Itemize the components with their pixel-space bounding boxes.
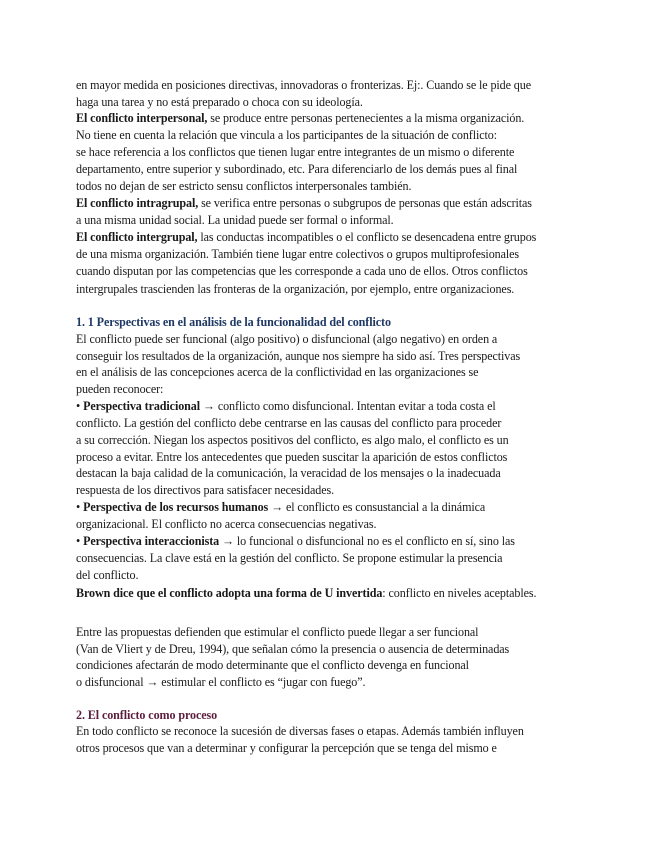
line-text: del conflicto. <box>76 568 139 582</box>
line-text: proceso a evitar. Entre los antecedentes que pueden suscitar la aparición de estos conflictos <box>76 450 508 464</box>
line-text: se verifica entre personas o subgrupos de personas que están adscritas <box>198 196 532 210</box>
text-line <box>76 281 514 297</box>
text-line <box>76 144 514 160</box>
line-text: en mayor medida en posiciones directivas, innovadoras o fronterizas. Ej:. Cuando se le pide que <box>76 78 531 92</box>
line-text: o disfuncional → estimular el conflicto es “jugar con fuego”. <box>76 675 366 689</box>
line-text: → el conflicto es consustancial a la dinámica <box>268 500 486 514</box>
text-line <box>76 381 163 397</box>
text-line <box>76 432 509 448</box>
bold-term: Perspectiva tradicional <box>83 399 200 413</box>
text-line <box>76 740 497 756</box>
text-line <box>76 364 478 380</box>
line-text: cuando disputan por las competencias que les corresponde a cada uno de ellos. Otros conflictos <box>76 264 528 278</box>
line-text: organizacional. El conflicto no acerca consecuencias negativas. <box>76 517 377 531</box>
line-text: se hace referencia a los conflictos que tienen lugar entre integrantes de un mismo o diferente <box>76 145 515 159</box>
section-heading <box>76 707 217 723</box>
text-line <box>76 415 501 431</box>
line-text: conflicto. La gestión del conflicto debe centrarse en las causas del conflicto para proceder <box>76 416 502 430</box>
line-text: haga una tarea y no está preparado o choca con su ideología. <box>76 95 363 109</box>
text-line <box>76 77 531 93</box>
line-text: destacan la baja calidad de la comunicación, la veracidad de los mensajes o la inadecuada <box>76 466 501 480</box>
line-text: → lo funcional o disfuncional no es el conflicto en sí, sino las <box>219 534 515 548</box>
text-line <box>76 723 524 739</box>
line-text: de una misma organización. También tiene lugar entre colectivos o grupos multiprofesionales <box>76 247 519 261</box>
line-text: (Van de Vliert y de Dreu, 1994), que señalan cómo la presencia o ausencia de determinadas <box>76 642 510 656</box>
line-text: Entre las propuestas defienden que estimular el conflicto puede llegar a ser funcional <box>76 625 479 639</box>
line-text: → conflicto como disfuncional. Intentan evitar a toda costa el <box>200 399 496 413</box>
text-line <box>76 110 524 126</box>
bullet-glyph: • <box>76 534 84 548</box>
line-text: conseguir los resultados de la organización, aunque nos siempre ha sido así. Tres perspectivas <box>76 349 521 363</box>
text-line <box>76 229 536 245</box>
text-line <box>76 331 497 347</box>
bullet-line <box>76 533 515 549</box>
text-line <box>76 482 334 498</box>
bullet-glyph: • <box>76 500 84 514</box>
line-text: en el análisis de las concepciones acerca de la conflictividad en las organizaciones se <box>76 365 479 379</box>
text-line <box>76 94 363 110</box>
text-line <box>76 516 376 532</box>
line-text: a una misma unidad social. La unidad puede ser formal o informal. <box>76 213 394 227</box>
text-line <box>76 567 138 583</box>
text-line <box>76 465 501 481</box>
text-line <box>76 641 509 657</box>
bold-term: El conflicto interpersonal, <box>76 111 208 125</box>
text-line <box>76 674 365 690</box>
text-line <box>76 585 536 601</box>
line-text: : conflicto en niveles aceptables. <box>382 586 537 600</box>
text-line <box>76 212 394 228</box>
text-line <box>76 550 502 566</box>
bold-term: El conflicto intergrupal, <box>76 230 198 244</box>
line-text: pueden reconocer: <box>76 382 164 396</box>
line-text: se produce entre personas pertenecientes a la misma organización. <box>207 111 525 125</box>
bold-term: Brown dice que el conflicto adopta una forma de U invertida <box>76 586 383 600</box>
line-text: intergrupales trascienden las fronteras de la organización, por ejemplo, entre organizaciones. <box>76 282 515 296</box>
bullet-line <box>76 398 496 414</box>
bullet-glyph: • <box>76 399 84 413</box>
text-line <box>76 161 517 177</box>
line-text: condiciones afectarán de modo determinante que el conflicto devenga en funcional <box>76 658 469 672</box>
text-line <box>76 127 497 143</box>
text-line <box>76 246 519 262</box>
bold-term: Perspectiva interaccionista <box>83 534 220 548</box>
line-text: todos no dejan de ser estricto sensu conflictos interpersonales también. <box>76 179 412 193</box>
text-line <box>76 657 469 673</box>
text-line <box>76 449 507 465</box>
section-heading <box>76 314 391 330</box>
line-text: No tiene en cuenta la relación que vincula a los participantes de la situación de conflicto: <box>76 128 497 142</box>
line-text: respuesta de los directivos para satisfacer necesidades. <box>76 483 335 497</box>
section-heading-text: 2. El conflicto como proceso <box>76 708 218 722</box>
line-text: otros procesos que van a determinar y configurar la percepción que se tenga del mismo e <box>76 741 497 755</box>
text-line <box>76 178 411 194</box>
text-line <box>76 263 528 279</box>
bold-term: El conflicto intragrupal, <box>76 196 199 210</box>
text-line <box>76 624 478 640</box>
line-text: las conductas incompatibles o el conflicto se desencadena entre grupos <box>197 230 537 244</box>
line-text: El conflicto puede ser funcional (algo positivo) o disfuncional (algo negativo) en orden a <box>76 332 498 346</box>
line-text: departamento, entre superior y subordinado, etc. Para diferenciarlo de los demás pues al final <box>76 162 518 176</box>
text-line <box>76 195 532 211</box>
section-heading-text: 1. 1 Perspectivas en el análisis de la funcionalidad del conflicto <box>76 315 391 329</box>
bullet-line <box>76 499 485 515</box>
line-text: a su corrección. Niegan los aspectos positivos del conflicto, es algo malo, el conflicto es un <box>76 433 509 447</box>
text-line <box>76 348 520 364</box>
line-text: En todo conflicto se reconoce la sucesión de diversas fases o etapas. Además también influyen <box>76 724 524 738</box>
line-text: consecuencias. La clave está en la gestión del conflicto. Se propone estimular la presencia <box>76 551 503 565</box>
bold-term: Perspectiva de los recursos humanos <box>83 500 269 514</box>
